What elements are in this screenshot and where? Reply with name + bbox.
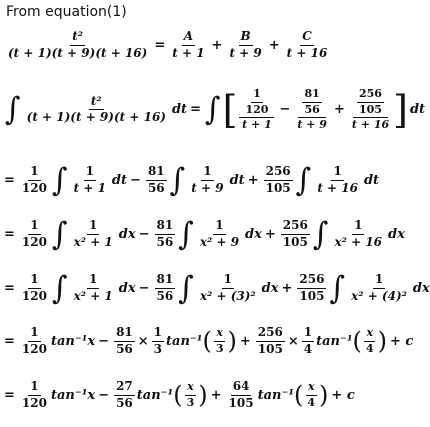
- constant-term: + c: [389, 333, 414, 349]
- denominator: 3: [153, 341, 163, 356]
- denominator: (t + 1)(t + 9)(t + 16): [26, 110, 166, 125]
- final-answer: [4, 380, 355, 411]
- denominator: t + 16: [317, 181, 358, 195]
- coefficient: [155, 273, 176, 304]
- heading: From equation(1): [6, 4, 127, 20]
- parenthesis: (: [202, 327, 212, 356]
- differential: dt: [111, 173, 128, 188]
- term-2: [295, 88, 329, 132]
- coefficient: [297, 273, 326, 304]
- fraction-c: [285, 30, 330, 61]
- denominator: x² + 1: [73, 289, 113, 303]
- partial-fraction-setup: [4, 30, 331, 61]
- differential: dx: [261, 281, 279, 296]
- numerator: 27: [114, 380, 135, 396]
- numerator: 1: [152, 326, 164, 342]
- denominator: 56: [156, 289, 174, 303]
- integral-sign: ∫: [329, 270, 346, 307]
- integrand: [333, 219, 385, 250]
- denominator: 120: [21, 235, 47, 249]
- numerator: 81: [155, 219, 176, 235]
- numerator: x: [306, 381, 317, 396]
- coefficient: [20, 380, 49, 411]
- argument: [185, 381, 197, 409]
- integrand: [72, 273, 115, 304]
- coefficient: [20, 273, 49, 304]
- operator: +: [247, 173, 259, 188]
- integral-sign: ∫: [51, 162, 68, 199]
- coefficient: [302, 326, 314, 357]
- denominator: 56: [116, 341, 133, 356]
- numerator: 1: [87, 219, 99, 235]
- numerator: 1: [28, 165, 40, 181]
- numerator: 81: [155, 273, 176, 289]
- operator: +: [211, 37, 223, 53]
- numerator: C: [300, 30, 314, 46]
- denominator: t + 1: [73, 181, 106, 195]
- coefficient: [155, 219, 176, 250]
- lhs-denominator: (t + 1)(t + 9)(t + 16): [8, 45, 148, 60]
- numerator: 81: [146, 165, 167, 181]
- numerator: 1: [28, 380, 40, 396]
- term-3: [350, 88, 391, 132]
- arctan-result: [4, 326, 413, 357]
- coefficient: [20, 219, 49, 250]
- denominator: 105: [282, 235, 308, 249]
- term-1: [239, 88, 274, 132]
- integral-sign: ∫: [5, 91, 21, 129]
- numerator: 1: [28, 219, 40, 235]
- differential: dt: [409, 102, 426, 118]
- denominator: x² + (4)²: [351, 289, 407, 303]
- coefficient: [114, 380, 135, 411]
- arctan-term: tan⁻¹: [316, 333, 353, 349]
- equals-sign: =: [4, 227, 15, 242]
- differential: dx: [245, 227, 262, 242]
- integral-sign: ∫: [51, 216, 68, 253]
- denominator: 56: [116, 395, 133, 410]
- coefficient: [114, 326, 135, 357]
- numerator: 1: [28, 273, 40, 289]
- integrand: [72, 165, 108, 196]
- parenthesis: ): [377, 327, 387, 356]
- coefficient: [227, 380, 256, 411]
- denominator: 56: [147, 181, 165, 195]
- equals-sign: =: [154, 37, 166, 53]
- denominator: x² + (3)²: [199, 289, 256, 303]
- denominator: 105: [299, 289, 325, 303]
- numerator: 64: [231, 380, 252, 396]
- denominator: t + 16: [286, 45, 328, 60]
- differential: dx: [118, 281, 136, 296]
- arctan-term: tan⁻¹x: [50, 387, 96, 403]
- numerator: 1: [352, 219, 364, 235]
- denominator: 3: [186, 395, 195, 409]
- numerator: 1: [222, 273, 234, 289]
- denominator: t + 9: [297, 118, 327, 132]
- numerator: 256: [357, 88, 384, 103]
- denominator: t + 1: [242, 118, 272, 132]
- equals-sign: =: [190, 102, 201, 118]
- numerator: x: [185, 381, 196, 396]
- denominator: 120: [21, 289, 47, 303]
- numerator: x: [214, 327, 225, 342]
- denominator: 4: [303, 341, 313, 356]
- integrand: [189, 165, 225, 196]
- differential: dx: [388, 227, 405, 242]
- numerator: x: [364, 327, 375, 342]
- numerator: 256: [256, 326, 285, 342]
- arctan-term: tan⁻¹: [136, 387, 174, 403]
- integral-sign: ∫: [295, 162, 312, 199]
- denominator: 105: [257, 341, 283, 356]
- integrand: [349, 273, 409, 304]
- operator: +: [333, 102, 345, 118]
- equals-sign: =: [4, 387, 15, 403]
- operator: +: [239, 333, 251, 349]
- numerator: 1: [201, 165, 213, 181]
- numerator: 256: [264, 165, 293, 181]
- coefficient: [20, 326, 49, 357]
- integral-sign: ∫: [204, 91, 221, 129]
- denominator: 3: [215, 341, 224, 355]
- operator: +: [264, 227, 276, 242]
- integral-sign: ∫: [169, 162, 186, 199]
- parenthesis: ): [227, 327, 237, 356]
- operator: −: [98, 333, 110, 349]
- parenthesis: ): [198, 381, 208, 410]
- denominator: x² + 1: [73, 235, 113, 249]
- integral-split-t: [4, 163, 379, 198]
- argument: [214, 327, 226, 355]
- integral-sign: ∫: [178, 216, 194, 253]
- denominator: 120: [21, 181, 47, 195]
- numerator: 1: [302, 326, 314, 342]
- parenthesis: ): [319, 381, 329, 410]
- integral-sign: ∫: [51, 270, 68, 307]
- equals-sign: =: [4, 333, 15, 349]
- parenthesis: (: [173, 381, 183, 410]
- numerator: 1: [213, 219, 225, 235]
- denominator: t + 1: [172, 45, 205, 60]
- denominator: 4: [307, 395, 316, 409]
- numerator: 1: [251, 88, 263, 103]
- coefficient: [281, 219, 310, 250]
- operator: ×: [287, 333, 299, 349]
- numerator: 1: [373, 273, 385, 289]
- denominator: 105: [265, 181, 291, 195]
- integrand: [72, 219, 115, 250]
- argument: [305, 381, 317, 409]
- right-bracket: ]: [393, 87, 408, 132]
- denominator: x² + 9: [199, 235, 240, 249]
- denominator: 120: [21, 395, 47, 410]
- numerator: 81: [114, 326, 135, 342]
- denominator: 56: [304, 102, 320, 116]
- denominator: t + 16: [351, 118, 390, 132]
- coefficient: [264, 165, 293, 196]
- lhs-fraction: [6, 30, 149, 61]
- operator: −: [138, 227, 150, 242]
- numerator: B: [239, 30, 253, 46]
- numerator: 256: [281, 219, 310, 235]
- equals-sign: =: [4, 281, 15, 296]
- arctan-term: tan⁻¹: [166, 333, 203, 349]
- numerator: 1: [28, 326, 40, 342]
- numerator: t²: [89, 95, 104, 111]
- operator: +: [281, 281, 293, 296]
- constant-term: + c: [331, 387, 355, 403]
- operator: ×: [137, 333, 149, 349]
- operator: −: [279, 102, 291, 118]
- differential: dt: [229, 173, 245, 188]
- operator: +: [210, 387, 222, 403]
- integral-sign: ∫: [178, 270, 194, 307]
- arctan-term: tan⁻¹x: [50, 333, 96, 349]
- integral-split-x: [4, 217, 405, 252]
- parenthesis: (: [352, 327, 362, 356]
- differential: dx: [412, 281, 430, 296]
- integral-sign: ∫: [312, 216, 329, 253]
- integral-setup: [4, 88, 425, 132]
- lhs-numerator: t²: [70, 30, 85, 46]
- operator: −: [130, 173, 141, 188]
- integrand: [315, 165, 360, 196]
- equals-sign: =: [4, 173, 15, 188]
- arctan-term: tan⁻¹: [257, 387, 295, 403]
- denominator: t + 9: [229, 45, 262, 60]
- denominator: 105: [359, 102, 382, 116]
- left-bracket: [: [222, 87, 238, 132]
- denominator: x² + 16: [334, 235, 383, 249]
- denominator: 56: [156, 235, 174, 249]
- parenthesis: (: [294, 381, 304, 410]
- denominator: 120: [245, 102, 269, 116]
- coefficient: [152, 326, 164, 357]
- numerator: 1: [87, 273, 99, 289]
- argument: [364, 327, 376, 355]
- differential: dt: [171, 102, 188, 118]
- denominator: 4: [365, 341, 374, 355]
- numerator: 1: [331, 165, 343, 181]
- differential: dx: [118, 227, 136, 242]
- operator: −: [138, 281, 150, 296]
- coefficient: [20, 165, 49, 196]
- denominator: 105: [228, 395, 254, 410]
- numerator: A: [182, 30, 195, 46]
- numerator: 81: [302, 88, 321, 103]
- denominator: 120: [21, 341, 47, 356]
- coefficient: [146, 165, 167, 196]
- numerator: 256: [297, 273, 326, 289]
- differential: dt: [363, 173, 380, 188]
- integrand: [198, 273, 258, 304]
- integrand: [198, 219, 241, 250]
- operator: +: [268, 37, 280, 53]
- integral-standard-form: [4, 271, 430, 306]
- integrand-fraction: [25, 95, 168, 126]
- fraction-b: [227, 30, 263, 61]
- fraction-a: [170, 30, 206, 61]
- coefficient: [256, 326, 285, 357]
- operator: −: [98, 387, 110, 403]
- numerator: 1: [84, 165, 96, 181]
- denominator: t + 9: [191, 181, 224, 195]
